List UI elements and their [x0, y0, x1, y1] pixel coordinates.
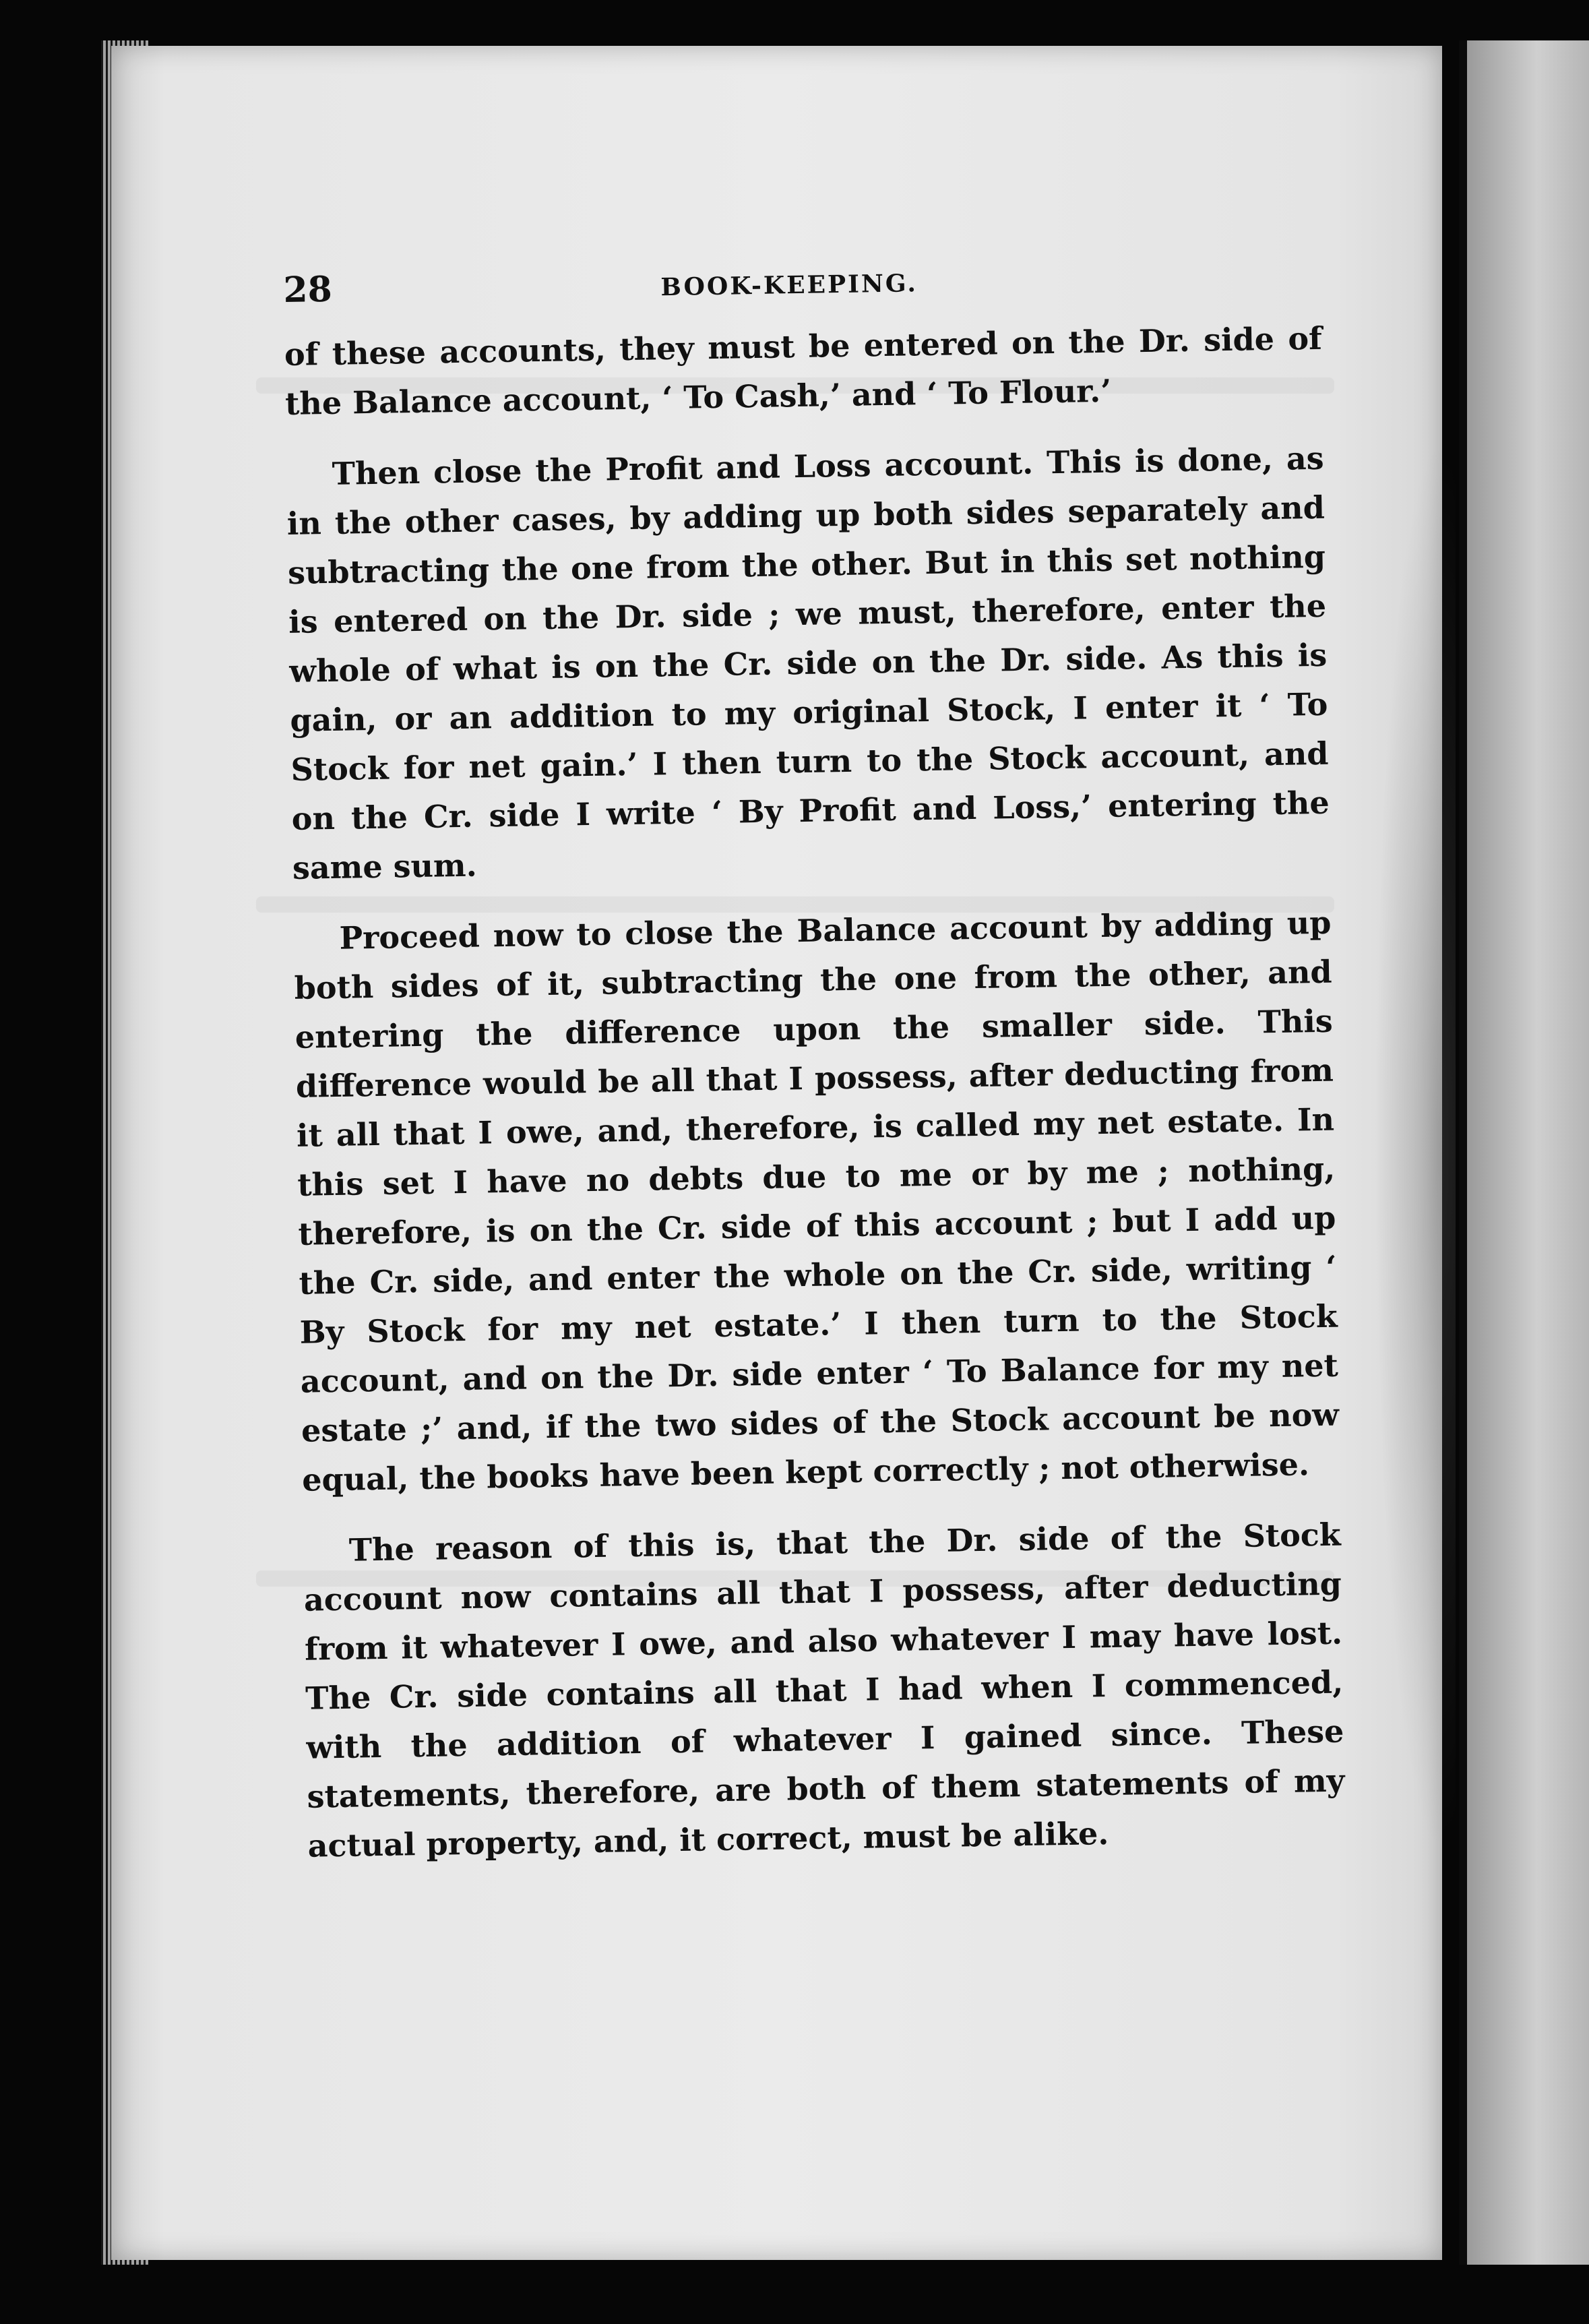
- paragraph-reason: The reason of this is, that the Dr. side of the Stock account now contains all that I possess, after deducting from it whatever I owe, and also whatever I may have lost. The Cr. side contains all that I had when I commenced, with the addition of whatever I gained since. These statements, therefore, are both of them statements of my actual property, and, it correct, must be alike.: [303, 1516, 1345, 1864]
- paragraph-balance-account: Proceed now to close the Balance account by adding up both sides of it, subtracting the one from the other, and entering the difference upon the smaller side. This difference would be all that I possess, after deducting from it all that I owe, and, therefore, is called my net estate. In this set I have no debts due to me or by me ; nothing, therefore, is on the Cr. side of this account ; but I add up the Cr. side, and enter the whole on the Cr. side, writing ‘ By Stock for my net estate.’ I then turn to the Stock account, and on the Dr. side enter ‘ To Balance for my net estate ;’ and, if the two sides of the Stock account be now equal, the books have been kept correctly ; not otherwise.: [294, 904, 1340, 1498]
- page-content: [283, 253, 1346, 1893]
- paragraph-profit-and-loss: Then close the Profit and Loss account. This is done, as in the other cases, by adding up both sides separately and subtracting the one from the other. But in this set nothing is entered on the Dr. side ; we must, therefore, enter the whole of what is on the Cr. side on the Dr. side. As this is gain, or an addition to my original Stock, I enter it ‘ To Stock for net gain.’ I then turn to the Stock account, and on the Cr. side I write ‘ By Profit and Loss,’ entering the same sum.: [286, 439, 1330, 886]
- running-head-title: BOOK-KEEPING.: [660, 269, 918, 302]
- page-shadow: [1375, 438, 1456, 1854]
- adjacent-page-edge: [1459, 40, 1589, 2265]
- page-number: 28: [283, 268, 333, 311]
- paragraph-continuation: of these accounts, they must be entered on the Dr. side of the Balance account, ‘ To Cash,’ and ‘ To Flour.’: [284, 319, 1323, 422]
